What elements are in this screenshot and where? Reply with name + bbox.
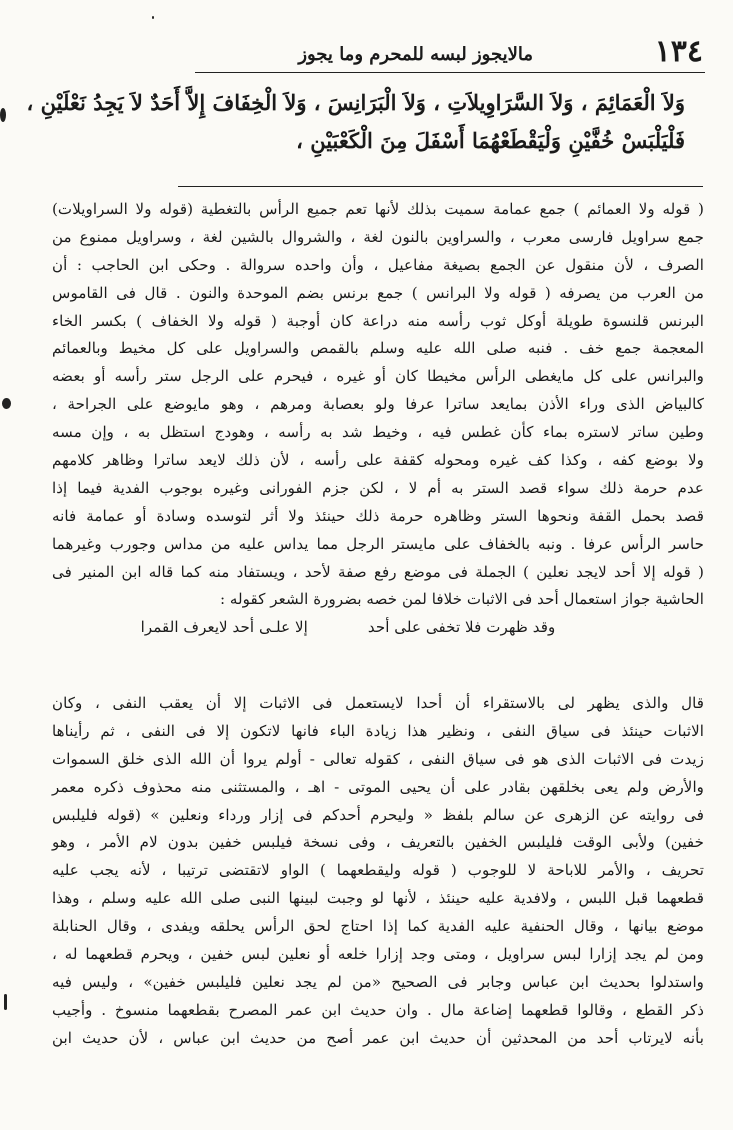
verse-first-hemistich: وقد ظهرت فلا تخفى على أحد — [367, 618, 556, 637]
commentary-line: جمع سراويل فارسى معرب ، والسراوين بالنون لغة ، والشروال بالشين لغة ، وسراويل ممنوع من — [52, 227, 704, 246]
commentary-block — [52, 196, 704, 642]
verse-second-hemistich: إلا علـى أحد لايعرف القمرا — [140, 618, 308, 637]
commentary-line: وطين ساتر لاستره بماء كأن غطس فيه ، وخيط شد به رأسه ، وهودج استظل به ، وإن مسه — [52, 423, 704, 442]
hadith-line: وَلاَ الْعَمَائِمَ ، وَلاَ السَّرَاوِيلاَتِ ، وَلاَ الْبَرَانِسَ ، وَلاَ الْخِفَافَ إِلاَّ أَحَدٌ لاَ يَجِدُ نَعْلَيْنِ ، — [26, 90, 685, 115]
page-number: ١٣٤ — [654, 34, 703, 69]
commentary-divider — [178, 186, 703, 187]
commentary-line: قال والذى يظهر لى بالاستقراء أن أحدا لايستعمل فى الاثبات إلا أن يعقب النفى ، وكان — [52, 694, 704, 712]
commentary-line: من العرب من يصرفه ( قوله ولا البرانس ) جمع برنس بضم الموحدة والنون . قال فى القاموس — [52, 283, 704, 302]
commentary-line: فى روايته عن الزهرى عن سالم بلفظ « وليحرم أحدكم فى إزار ورداء ونعلين » (قوله فليلبس — [52, 805, 704, 824]
hadith-text — [26, 84, 685, 160]
commentary-line: ولا بوضع كفه ، وكذا كف غيره ومحوله كقفة على رأسه ، لأن ذلك لايعد ساترا وظاهر كلامهم — [52, 451, 704, 470]
commentary-line: ( قوله ولا العمائم ) جمع عمامة سميت بذلك لأنها تعم جميع الرأس بالتغطية (قوله ولا السراويلات) — [52, 200, 704, 218]
poetry-verse — [52, 614, 704, 642]
commentary-line: كالبياض الذى وراء الأذن بمايعد ساترا عرفا ولو بعصابة ومرهم ، وهو مايوضع على الجراحة ، — [52, 395, 704, 414]
commentary-line: تحريف ، والأمر للاباحة لا للوجوب ( قوله وليقطعهما ) الواو لاتقتضى ترتيبا ، لأنه يجب عليه — [52, 861, 704, 880]
commentary-line: الصرف ، لأن منقول عن الجمع بصيغة مفاعيل ، وأن واحده سروالة . وحكى ابن الحاجب : أن — [52, 255, 704, 274]
margin-ink-mark — [152, 16, 154, 19]
commentary-line: واستدلوا بحديث ابن عباس وجابر فى الصحيح «من لم يجد نعلين فليلبس خفين» ، وليس فيه — [52, 972, 704, 991]
commentary-line: عدم حرمة ذلك سواء قصد الستر به أم لا ، لكن جزم الفورانى وغيره بوجوب الفدية فيما إذا — [52, 478, 704, 497]
commentary-line: الحاشية جواز استعمال أحد فى الاثبات خلافا لمن خصه بضرورة الشعر كقوله : — [219, 590, 704, 609]
commentary-line: قطعهما قبل اللبس ، ولافدية عليه حينئذ ، لأنها لو وجبت لبينها النبى صلى الله عليه وسلم ، وهذا — [52, 889, 704, 908]
commentary-line: والأرض ولم يعى بخلقهن بقادر على أن يحيى الموتى - اهـ ، والمستثنى منه محذوف ذكره معمر — [52, 777, 704, 796]
commentary-line: حاسر الرأس عرفا . ونبه بالخفاف على مايستر الرجل مما يداس عليه من مداس وجورب وغيرهما — [52, 534, 704, 553]
commentary-line: موضع بيانها ، وقال الحنفية عليه الفدية كما إذا احتاج لحق الرأس يحلقه ويفدى ، وقال الحنابلة — [52, 917, 704, 936]
page-header — [195, 30, 703, 72]
commentary-line: البرنس قلنسوة طويلة أوكل ثوب رأسه منه دراعة كان أوجبة ( قوله ولا الخفاف ) بكسر الخاء — [52, 311, 704, 330]
commentary-line: الاثبات حينئذ فى سياق النفى ، ونظير هذا زيادة الباء فانها لاتكون إلا فى النفى ، ثم رأيناها — [52, 721, 704, 740]
commentary-block-continued — [52, 690, 704, 1053]
commentary-line: المعجمة جمع خف . فنبه صلى الله عليه وسلم بالقمص والسراويل على كل مخيط وبالعمائم — [52, 339, 704, 358]
header-rule — [195, 72, 705, 73]
commentary-line: بأنه لايرتاب أحد من المحدثين أن حديث ابن عمر أصح من حديث ابن عباس ، لأن حديث ابن — [52, 1028, 704, 1047]
hadith-line: فَلْيَلْبَسْ خُفَّيْنِ وَلْيَقْطَعْهُمَا أَسْفَلَ مِنَ الْكَعْبَيْنِ ، — [296, 128, 685, 153]
running-title: مالايجوز لبسه للمحرم وما يجوز — [298, 44, 533, 65]
commentary-line: ذكر القطع ، وقالوا قطعهما إضاعة مال . وان حديث ابن عمر المصرح بقطعهما منسوخ . وأجيب — [52, 1000, 704, 1019]
commentary-line: والبرانس على كل مايغطى الرأس مخيطا كان أو غيره ، فيحرم على الرجل ستر رأسه أو بعضه — [52, 367, 704, 386]
commentary-line: زيدت فى الاثبات الذى هو فى سياق النفى ، كقوله تعالى - أولم يروا أن الله الذى خلق السموات — [52, 749, 704, 768]
margin-ink-mark — [4, 994, 7, 1010]
commentary-line: خفين) ولأبى الوقت فليلبس الخفين بالتعريف ، وفى نسخة فيلبس خفين بدون لام الأمر ، وهو — [52, 833, 704, 852]
margin-ink-mark — [2, 398, 11, 409]
commentary-line: قصد بحمل القفة ونحوها الستر وظاهره حرمة ذلك حينئذ ولا أثر لتوسده وسادة أو عمامة فانه — [52, 506, 704, 525]
commentary-line: ( قوله إلا أحد لايجد نعلين ) الجملة فى موضع رفع صفة لأحد ، ويستفاد منه كما قاله ابن المنير فى — [52, 562, 704, 581]
commentary-line: ومن لم يجد إزارا لبس سراويل ، ومتى وجد إزارا خلعه أو نعلين لبس خفين ، ويحرم قطعهما له ، — [52, 945, 704, 964]
margin-ink-mark — [0, 108, 6, 122]
